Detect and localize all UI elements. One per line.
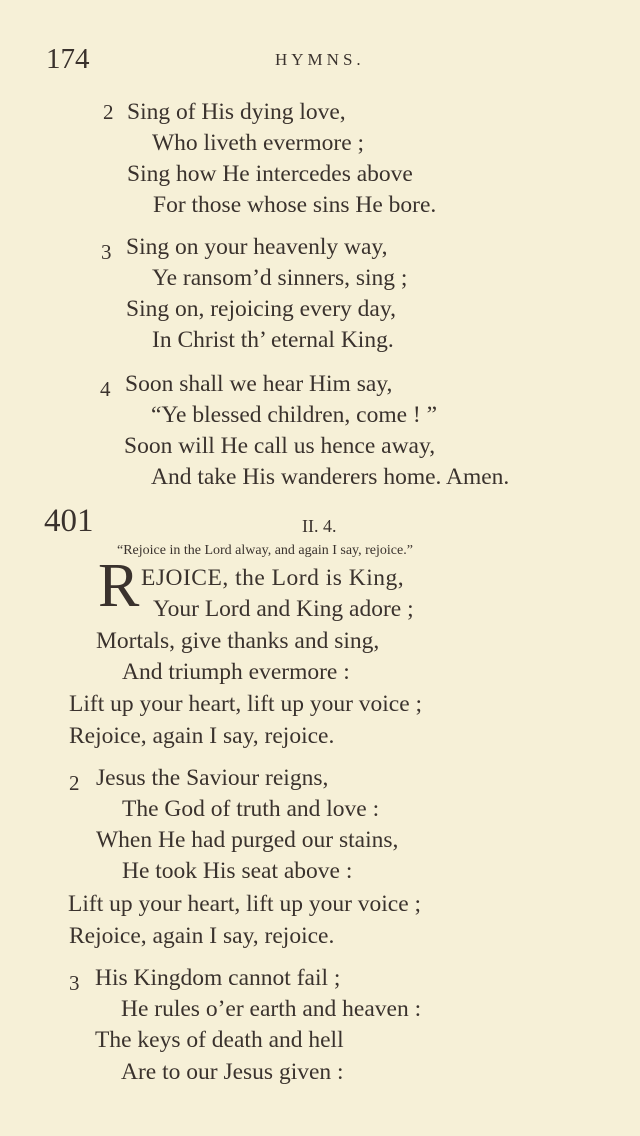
verse-line: Soon will He call us hence away, xyxy=(124,433,436,459)
verse-line: His Kingdom cannot fail ; xyxy=(95,965,341,991)
verse-line: Lift up your heart, lift up your voice ; xyxy=(68,891,422,917)
verse-number: 4 xyxy=(100,377,111,401)
verse-line: The keys of death and hell xyxy=(95,1027,344,1053)
hymn-epigraph: “Rejoice in the Lord alway, and again I say, rejoice.” xyxy=(117,543,413,558)
verse-line: Sing how He intercedes above xyxy=(127,161,413,187)
verse-number: 3 xyxy=(69,971,80,995)
verse-line: Sing of His dying love, xyxy=(127,99,346,125)
verse-line: Rejoice, again I say, rejoice. xyxy=(69,923,335,949)
verse-line: Who liveth evermore ; xyxy=(152,130,365,156)
page-number: 174 xyxy=(46,43,90,75)
verse-line: Rejoice, again I say, rejoice. xyxy=(69,723,335,749)
verse-line: The God of truth and love : xyxy=(122,796,380,822)
verse-line: Sing on your heavenly way, xyxy=(126,234,388,260)
verse-line: Your Lord and King adore ; xyxy=(153,596,414,622)
verse-line: And triumph evermore : xyxy=(122,659,350,685)
verse-line: Mortals, give thanks and sing, xyxy=(96,628,380,654)
verse-line: Lift up your heart, lift up your voice ; xyxy=(69,691,423,717)
verse-line: For those whose sins He bore. xyxy=(153,192,437,218)
verse-line: Soon shall we hear Him say, xyxy=(125,371,393,397)
verse-number: 2 xyxy=(69,771,80,795)
verse-line: And take His wanderers home. Amen. xyxy=(151,464,510,490)
verse-line: He rules o’er earth and heaven : xyxy=(121,996,422,1022)
drop-cap: R xyxy=(98,552,140,620)
verse-number: 3 xyxy=(101,240,112,264)
running-title: HYMNS. xyxy=(275,50,365,69)
verse-number: 2 xyxy=(103,100,114,124)
verse-line: Jesus the Saviour reigns, xyxy=(96,765,329,791)
hymn-number: 401 xyxy=(44,503,94,539)
verse-line: Are to our Jesus given : xyxy=(121,1059,344,1085)
verse-line: In Christ th’ eternal King. xyxy=(152,327,394,353)
hymn-meter: II. 4. xyxy=(302,516,337,536)
verse-line: Ye ransom’d sinners, sing ; xyxy=(152,265,408,291)
verse-line: When He had purged our stains, xyxy=(96,827,399,853)
verse-line: Sing on, rejoicing every day, xyxy=(126,296,396,322)
verse-line: “Ye blessed children, come ! ” xyxy=(151,402,438,428)
verse-line: EJOICE, the Lord is King, xyxy=(141,565,405,591)
verse-line: He took His seat above : xyxy=(122,858,353,884)
